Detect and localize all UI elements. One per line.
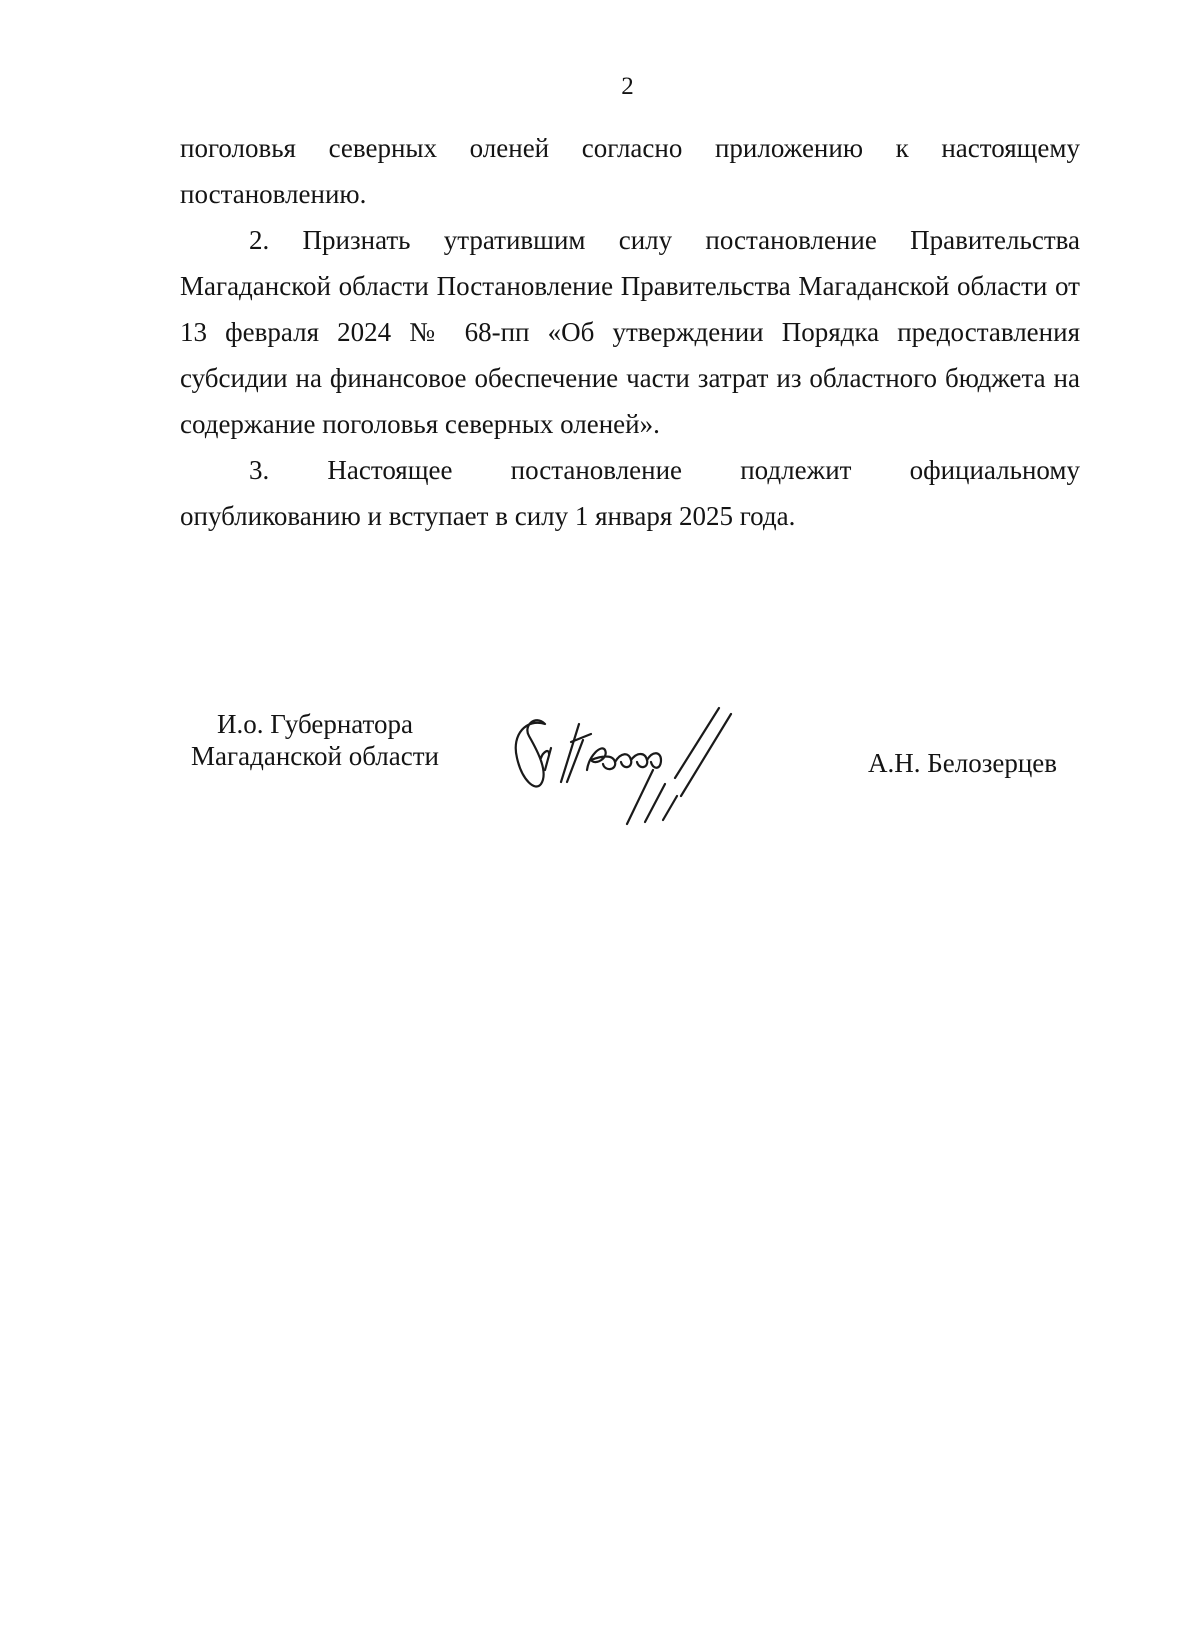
signatory-position	[180, 708, 450, 772]
signatory-position-line: Магаданской области	[191, 741, 439, 771]
paragraph-item-2: 2. Признать утратившим силу постановление Правительства Магаданской области Постановление Правительства Магаданской области от 13 февраля 2024 № 68-пп «Об утверждении Порядка предоставления субсидии на финансовое обеспечение части затрат из областного бюджета на содержание поголовья северных оленей».	[180, 225, 1080, 439]
document-body	[180, 125, 1080, 539]
paragraph-item-3	[180, 447, 1080, 539]
paragraph-line: поголовья северных оленей согласно приложению к настоящему	[180, 133, 1080, 163]
page-number: 2	[621, 73, 634, 100]
signatory-position-line: И.о. Губернатора	[216, 709, 413, 739]
paragraph-line: 3. Настоящее постановление подлежит официальному	[249, 455, 1080, 485]
paragraph-line: опубликованию и вступает в силу 1 января 2025 года.	[180, 501, 796, 531]
signatory-name: А.Н. Белозерцев	[868, 748, 1058, 778]
paragraph-continuation	[180, 125, 1080, 217]
signature-block	[0, 708, 1200, 828]
handwritten-signature-icon	[505, 700, 755, 830]
paragraph-line: постановлению.	[180, 179, 367, 209]
